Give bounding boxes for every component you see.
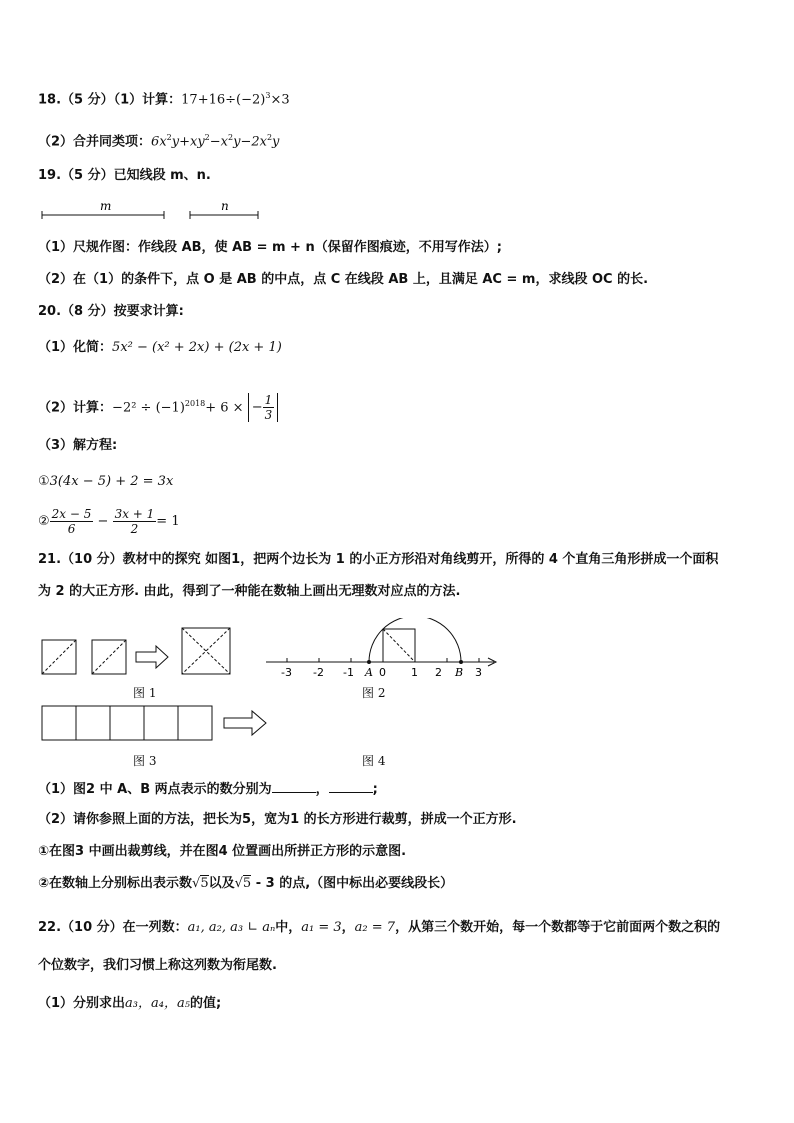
point-b-label: B — [455, 666, 464, 679]
point-b-dot — [459, 660, 463, 664]
q19-head: 19.（5 分）已知线段 m、n. — [38, 168, 211, 183]
diagonal-2 — [92, 640, 126, 674]
q21-part1: （1）图2 中 A、B 两点表示的数分别为 ， ; — [38, 782, 378, 797]
fig2-caption: 图 2 — [362, 686, 386, 700]
fig4-caption: 图 4 — [362, 754, 386, 768]
axis-tick-label: 3 — [475, 666, 482, 679]
figure-1 — [38, 624, 238, 676]
fraction: $\frac{2x - 5}{6}$ — [51, 507, 92, 536]
axis-tick-label: -3 — [281, 666, 292, 679]
rect-cell-5 — [178, 706, 212, 740]
figure-3 — [38, 702, 278, 748]
q22-part1: （1）分别求出a₃，a₄，a₅的值; — [38, 996, 222, 1011]
axis-tick-label: 1 — [411, 666, 418, 679]
arrow-icon — [136, 646, 168, 668]
q18-part2: （2）合并同类项：$6x^2y+xy^2-x^2y-2x^2y$ — [38, 133, 280, 150]
q21-step2: ②在数轴上分别标出表示数√5以及√5 - 3 的点,（图中标出必要线段长） — [38, 876, 454, 891]
rect-cell-4 — [144, 706, 178, 740]
q22-line1: 22.（10 分）在一列数：a₁, a₂, a₃ ∟ aₙ中，a₁ = 3，a₂ = 7，从第三个数开始，每一个数都等于它前面两个数之积的 — [38, 920, 721, 935]
point-a-label: A — [365, 666, 373, 679]
abs-value-bars: − $\frac{1}{3}$ — [248, 393, 279, 422]
diagonal-1 — [42, 640, 76, 674]
q20-part1: （1）化简：5x² − (x² + 2x) + (2x + 1) — [38, 340, 282, 355]
fraction: $\frac{1}{3}$ — [264, 393, 273, 423]
segment-m-label: m — [100, 199, 112, 213]
fig3-caption: 图 3 — [133, 754, 157, 768]
point-a-dot — [367, 660, 371, 664]
q21-line2: 为 2 的大正方形. 由此，得到了一种能在数轴上画出无理数对应点的方法. — [38, 584, 461, 599]
segment-n-label: n — [221, 199, 229, 213]
q20-eq2: ② $\frac{2x - 5}{6}$ − $\frac{3x + 1}{2}$ = 1 — [38, 507, 180, 536]
q21-line1: 21.（10 分）教材中的探究 如图1，把两个边长为 1 的小正方形沿对角线剪开，所得的 4 个直角三角形拼成一个面积 — [38, 552, 719, 567]
q21-step1: ①在图3 中画出裁剪线，并在图4 位置画出所拼正方形的示意图. — [38, 844, 407, 859]
q21-part2: （2）请你参照上面的方法，把长为5，宽为1 的长方形进行裁剪，拼成一个正方形. — [38, 812, 517, 827]
q20-part3: （3）解方程: — [38, 438, 118, 453]
axis-ticks — [281, 658, 482, 679]
axis-tick-label: 2 — [435, 666, 442, 679]
q20-head: 20.（8 分）按要求计算: — [38, 304, 184, 319]
rect-cell-3 — [110, 706, 144, 740]
rect-cell-1 — [42, 706, 76, 740]
q19-part2: （2）在（1）的条件下，点 O 是 AB 的中点，点 C 在线段 AB 上，且满足 AC = m，求线段 OC 的长. — [38, 272, 649, 287]
answer-blank-b[interactable] — [329, 780, 373, 793]
answer-blank-a[interactable] — [272, 780, 316, 793]
q20-eq1: ①3(4x − 5) + 2 = 3x — [38, 474, 174, 489]
q19-part1: （1）尺规作图：作线段 AB，使 AB = m + n（保留作图痕迹，不用写作法）; — [38, 240, 502, 255]
axis-tick-label: -2 — [313, 666, 324, 679]
q20-part2: （2）计算：$-2^2 \div (-1)^{2018}+ 6$ × − $\frac{1}{3}$ — [38, 384, 278, 428]
fig1-caption: 图 1 — [133, 686, 157, 700]
rect-cell-2 — [76, 706, 110, 740]
axis-tick-label: 0 — [379, 666, 386, 679]
axis-tick-label: -1 — [343, 666, 354, 679]
figure-2 — [262, 618, 502, 680]
q18-part1: 18.（5 分）（1）计算：$17+16\div(-2)^3\times 3$ — [38, 91, 290, 108]
fraction: $\frac{3x + 1}{2}$ — [114, 507, 155, 536]
arrow-icon — [224, 711, 266, 735]
q22-line2: 个位数字，我们习惯上称这列数为衔尾数. — [38, 958, 277, 973]
square-diagonal — [383, 629, 415, 662]
q19-segments — [38, 198, 278, 222]
